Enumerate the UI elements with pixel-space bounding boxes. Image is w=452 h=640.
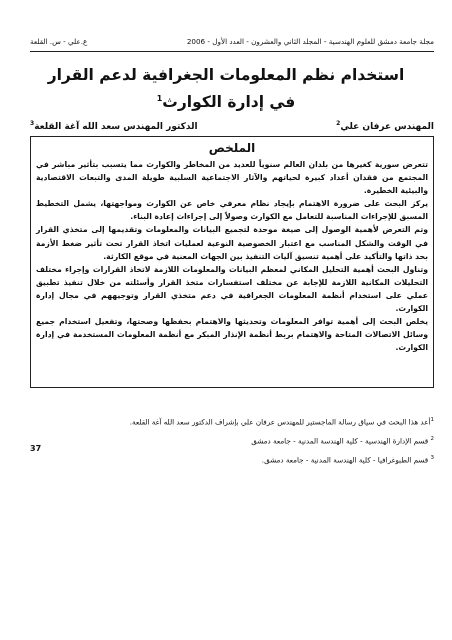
footnote-2-marker: 2 xyxy=(430,435,434,442)
header-divider xyxy=(30,51,434,52)
footnote-1-marker: 1 xyxy=(430,417,434,423)
abstract-box xyxy=(30,136,434,388)
footnote-2-text: قسم الإدارة الهندسية - كلية الهندسة المدنية - جامعة دمشق xyxy=(251,436,429,446)
abstract-heading: الملخص xyxy=(208,141,256,155)
abstract-paragraph-3: وتم التعرض لأهمية الوصول إلى صيغة موحدة لتجميع البيانات والمعلومات وتقديمها إلى متخذي القرار في الوقت والشكل المناسب مع اعتبار الخصوصية النوعية لعمليات اتخاذ القرار تحت تأثير ضغط الأزمة بحد ذاتها والتأكيد على أهمية تنسيق آليات التنفيذ بين الجهات المعنية في موقع الكارثة. xyxy=(36,225,428,261)
footnote-3 xyxy=(30,450,434,469)
abstract-paragraph-1: تتعرض سورية كغيرها من بلدان العالم سنوياً للعديد من المخاطر والكوارث مما يتسبب بتأثير مباشر في المجتمع من فقدان أعداد كبيرة لحياتهم والآثار الاجتماعية السلبية طويلة المدى والتبعات الاقتصادية والبيئية الخطيرة. xyxy=(36,160,428,196)
footnote-2 xyxy=(30,431,434,450)
footnote-3-text: قسم الطبوغرافيا - كلية الهندسة المدنية - جامعة دمشق. xyxy=(261,455,429,465)
abstract-paragraph-5: يخلص البحث إلى أهمية توافر المعلومات وتحديثها والاهتمام بحفظها وصحتها، وتفعيل استخدام جميع وسائل الاتصالات المتاحة والاهتمام بربط أنظمة الإنذار المبكر مع أنظمة المعلومات المستخدمة في إدارة الكوارث. xyxy=(36,317,428,353)
paper-title-text: استخدام نظم المعلومات الجغرافية لدعم القرار في إدارة الكوارث xyxy=(47,66,405,112)
title-footnote-marker: 1 xyxy=(156,94,163,103)
footnote-1-text: أعد هذا البحث في سياق رسالة الماجستير للمهندس عرفان علي بإشراف الدكتور سعد الله آغة القلعة. xyxy=(129,417,431,427)
abstract-paragraph-4: وتناول البحث أهمية التحليل المكاني لمعظم البيانات والمعلومات اللازمة لاتخاذ القرارات وإجراء مختلف التحليلات المكانية اللازمة للإجابة عن مختلف استفسارات متخذ القرار وأسئلته من خلال تنفيذ تطبيق عملي على استخدام أنظمة المعلومات الجغرافية في دعم متخذي القرار وتوجيههم في مجال إدارة الكوارث. xyxy=(36,264,428,314)
author-1-marker: 2 xyxy=(336,120,341,127)
author-2 xyxy=(30,120,198,132)
author-2-marker: 3 xyxy=(30,120,35,127)
author-2-name: الدكتور المهندس سعد الله آغة القلعة xyxy=(34,122,198,132)
author-1 xyxy=(336,120,434,132)
running-authors: ع.علي - س. القلعة xyxy=(30,37,88,46)
paper-title xyxy=(40,64,412,114)
journal-citation: مجلة جامعة دمشق للعلوم الهندسية - المجلد الثاني والعشرون - العدد الأول - 2006 xyxy=(186,37,434,46)
page-number: 37 xyxy=(30,444,42,453)
author-line xyxy=(30,120,434,132)
running-header xyxy=(30,38,434,47)
footnote-1 xyxy=(30,412,434,431)
footnote-3-marker: 3 xyxy=(430,454,434,461)
author-1-name: المهندس عرفان علي xyxy=(340,122,434,132)
abstract-paragraph-2: يركز البحث على ضرورة الاهتمام بإيجاد نظام معرفي خاص عن الكوارث ومواجهتها، يشمل التخطيط المسبق للإجراءات المناسبة للتعامل مع الكوارث وصولاً إلى إجراءات إعادة البناء. xyxy=(36,199,428,222)
footnotes xyxy=(30,412,434,469)
